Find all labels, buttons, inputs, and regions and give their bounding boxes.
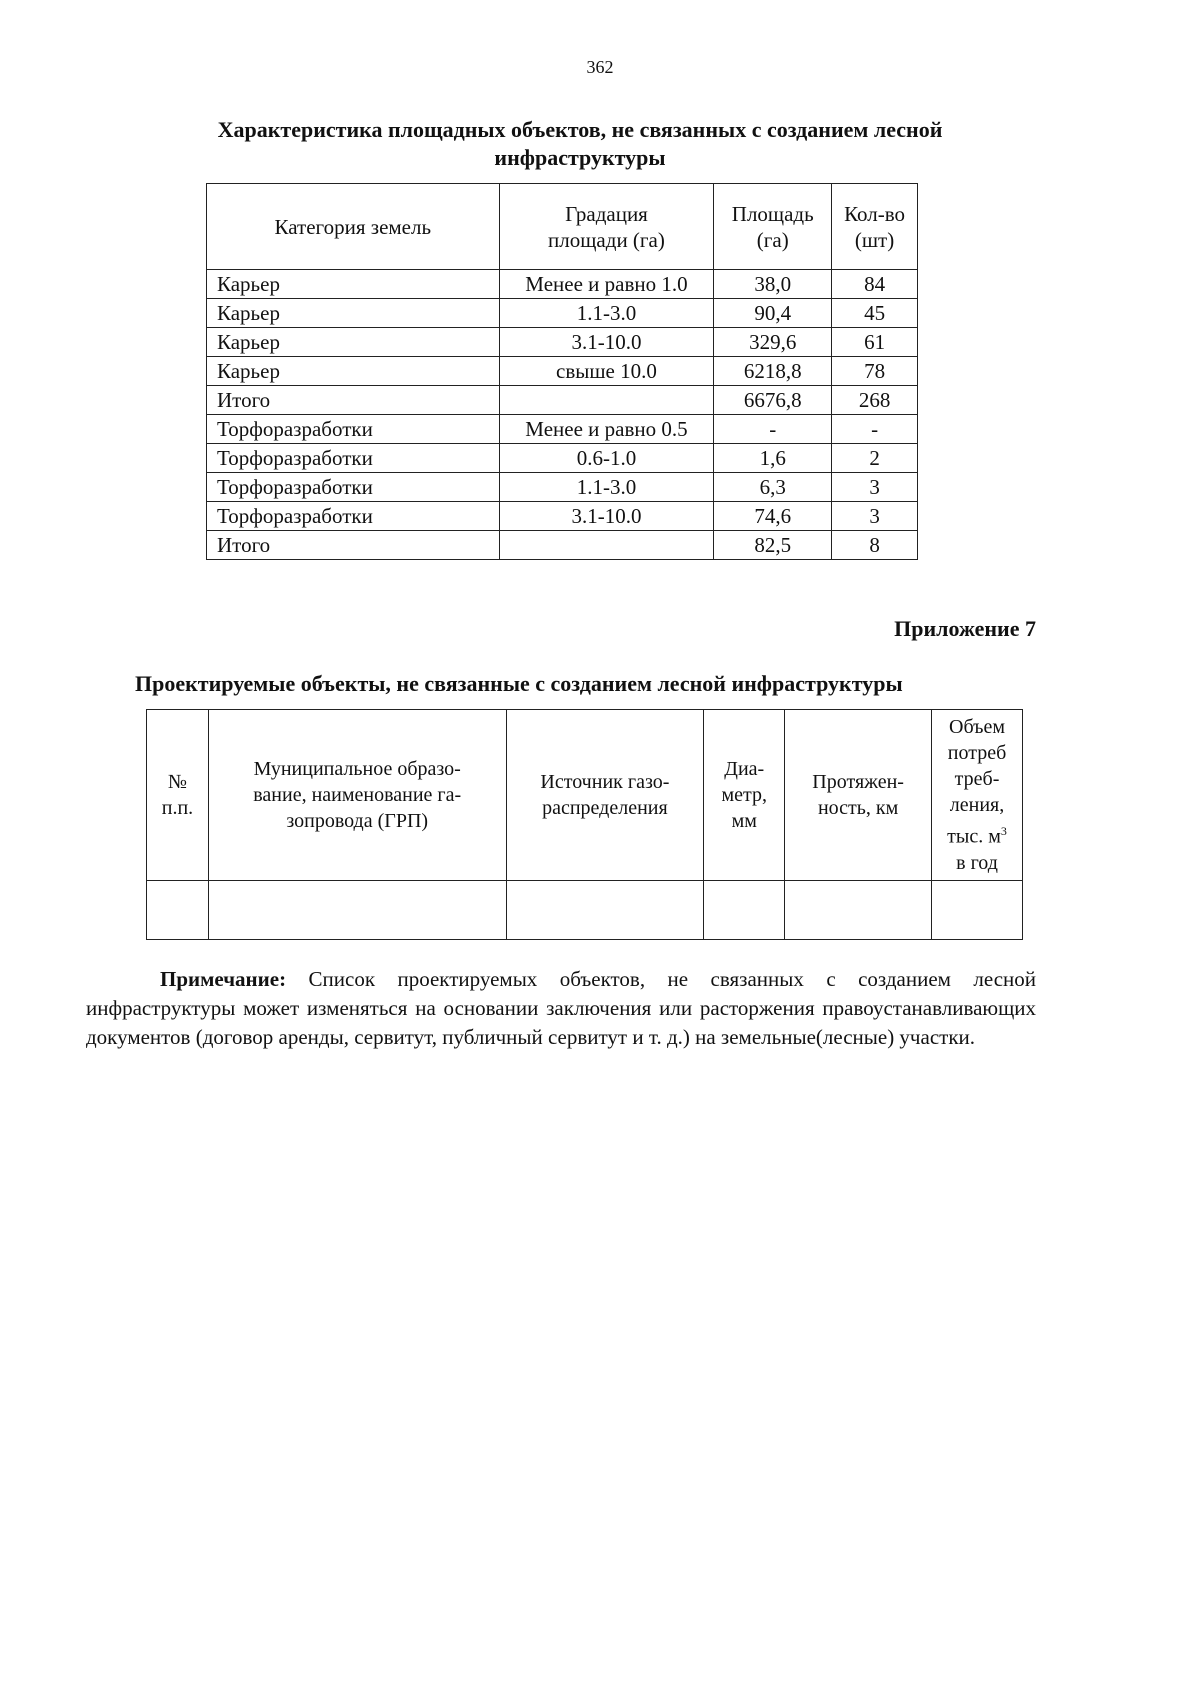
cell-category: Торфоразработки	[207, 473, 500, 502]
cell-area: 38,0	[714, 270, 832, 299]
page-number: 362	[586, 57, 614, 77]
cell-count: 78	[832, 357, 918, 386]
cell-count: 45	[832, 299, 918, 328]
table-row	[207, 415, 918, 444]
table-row	[207, 531, 918, 560]
projected-objects-table	[146, 709, 1023, 940]
cell-gradation: 1.1-3.0	[499, 473, 714, 502]
cell-area: 90,4	[714, 299, 832, 328]
cell-count: 8	[832, 531, 918, 560]
cell-count: 3	[832, 473, 918, 502]
empty-cell	[506, 881, 704, 940]
cell-area: 6676,8	[714, 386, 832, 415]
cell-gradation: Менее и равно 0.5	[499, 415, 714, 444]
cell-count: 3	[832, 502, 918, 531]
appendix-label: Приложение 7	[894, 616, 1036, 641]
cell-gradation: 3.1-10.0	[499, 328, 714, 357]
header-number: № п.п.	[147, 710, 209, 881]
cell-gradation	[499, 386, 714, 415]
cell-category: Карьер	[207, 270, 500, 299]
empty-cell	[208, 881, 506, 940]
table2-title: Проектируемые объекты, не связанные с созданием лесной инфраструктуры	[135, 671, 903, 696]
table-header-row	[207, 184, 918, 270]
table-row	[207, 444, 918, 473]
cell-count: 268	[832, 386, 918, 415]
empty-cell	[932, 881, 1023, 940]
cell-area: 6218,8	[714, 357, 832, 386]
cell-gradation: 1.1-3.0	[499, 299, 714, 328]
cell-count: -	[832, 415, 918, 444]
table-header-row	[147, 710, 1023, 881]
header-area: Площадь (га)	[714, 184, 832, 270]
cell-area: 1,6	[714, 444, 832, 473]
cell-category: Карьер	[207, 328, 500, 357]
note-label: Примечание:	[160, 967, 287, 991]
cell-gradation: Менее и равно 1.0	[499, 270, 714, 299]
empty-cell	[704, 881, 785, 940]
cell-category: Торфоразработки	[207, 415, 500, 444]
cell-category: Торфоразработки	[207, 444, 500, 473]
cell-gradation	[499, 531, 714, 560]
cell-area: 329,6	[714, 328, 832, 357]
header-gradation: Градация площади (га)	[499, 184, 714, 270]
cell-count: 2	[832, 444, 918, 473]
header-municipality: Муниципальное образо- вание, наименование га- зопровода (ГРП)	[208, 710, 506, 881]
table-row	[207, 473, 918, 502]
cell-area: 6,3	[714, 473, 832, 502]
cell-area: 82,5	[714, 531, 832, 560]
empty-cell	[147, 881, 209, 940]
table-row	[207, 328, 918, 357]
header-count: Кол-во (шт)	[832, 184, 918, 270]
area-objects-table	[206, 183, 918, 560]
table-row	[207, 386, 918, 415]
note-paragraph	[86, 965, 1036, 1052]
note-text: Список проектируемых объектов, не связанных с созданием лесной инфраструктуры может изменяться на основании заключения или расторжения правоустанавливающих документов (договор аренды, сервитут, публичный сервитут и т. д.) на земельные(лесные) участки.	[86, 967, 1036, 1049]
table-row	[147, 881, 1023, 940]
cell-gradation: 3.1-10.0	[499, 502, 714, 531]
cell-gradation: 0.6-1.0	[499, 444, 714, 473]
table-row	[207, 299, 918, 328]
table1-title: Характеристика площадных объектов, не связанных с созданием лесной инфраструктуры	[217, 117, 943, 170]
cell-count: 84	[832, 270, 918, 299]
cell-category: Карьер	[207, 299, 500, 328]
cell-category: Итого	[207, 386, 500, 415]
header-source: Источник газо- распределения	[506, 710, 704, 881]
cell-area: 74,6	[714, 502, 832, 531]
header-diameter: Диа- метр, мм	[704, 710, 785, 881]
cell-category: Итого	[207, 531, 500, 560]
empty-cell	[785, 881, 932, 940]
table-row	[207, 270, 918, 299]
cell-gradation: свыше 10.0	[499, 357, 714, 386]
table-row	[207, 502, 918, 531]
cell-category: Торфоразработки	[207, 502, 500, 531]
cell-count: 61	[832, 328, 918, 357]
header-category: Категория земель	[207, 184, 500, 270]
header-length: Протяжен- ность, км	[785, 710, 932, 881]
header-volume: Объем потреб треб- ления, тыс. $м^3$ в год	[932, 710, 1023, 881]
cell-area: -	[714, 415, 832, 444]
table-row	[207, 357, 918, 386]
cell-category: Карьер	[207, 357, 500, 386]
